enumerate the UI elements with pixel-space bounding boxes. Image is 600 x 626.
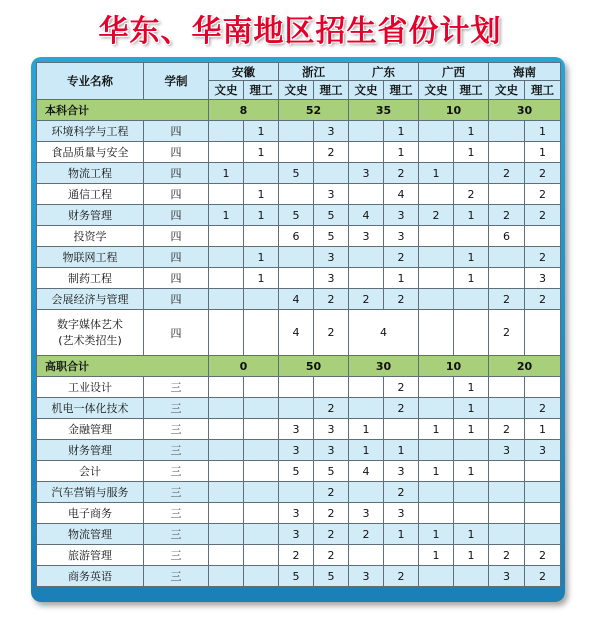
quota-cell: 6 xyxy=(489,226,525,247)
quota-cell: 3 xyxy=(384,461,419,482)
quota-cell xyxy=(525,377,561,398)
quota-cell xyxy=(525,503,561,524)
quota-cell xyxy=(244,503,279,524)
quota-cell xyxy=(454,289,489,310)
quota-cell: 3 xyxy=(279,524,314,545)
quota-cell: 2 xyxy=(489,545,525,566)
quota-cell xyxy=(244,377,279,398)
quota-cell xyxy=(489,377,525,398)
quota-cell: 3 xyxy=(525,440,561,461)
quota-cell: 1 xyxy=(525,142,561,163)
quota-cell xyxy=(489,142,525,163)
quota-cell: 3 xyxy=(314,184,349,205)
duration-cell: 三 xyxy=(144,398,209,419)
quota-cell xyxy=(244,398,279,419)
quota-cell: 3 xyxy=(525,268,561,289)
quota-cell xyxy=(279,398,314,419)
quota-cell xyxy=(489,247,525,268)
quota-cell: 5 xyxy=(314,226,349,247)
quota-cell: 1 xyxy=(454,205,489,226)
quota-cell xyxy=(454,503,489,524)
quota-cell xyxy=(419,247,454,268)
header-li: 理工 xyxy=(525,81,561,100)
quota-cell: 1 xyxy=(384,440,419,461)
quota-cell xyxy=(209,503,244,524)
table-row xyxy=(37,377,561,398)
quota-cell: 2 xyxy=(489,289,525,310)
quota-cell xyxy=(349,121,384,142)
quota-cell xyxy=(279,121,314,142)
major-name: 会计 xyxy=(37,461,144,482)
quota-cell xyxy=(349,184,384,205)
quota-cell: 1 xyxy=(384,121,419,142)
quota-cell: 3 xyxy=(384,226,419,247)
quota-cell: 2 xyxy=(314,503,349,524)
quota-cell: 3 xyxy=(314,440,349,461)
summary-row xyxy=(37,100,561,121)
quota-cell: 1 xyxy=(384,142,419,163)
quota-cell xyxy=(454,440,489,461)
duration-cell: 四 xyxy=(144,205,209,226)
header-row-provinces xyxy=(37,63,561,81)
quota-cell: 1 xyxy=(454,419,489,440)
quota-cell: 5 xyxy=(314,205,349,226)
quota-cell: 3 xyxy=(489,440,525,461)
summary-row xyxy=(37,356,561,377)
quota-cell: 2 xyxy=(384,398,419,419)
major-name: 食品质量与安全 xyxy=(37,142,144,163)
table-row xyxy=(37,121,561,142)
duration-cell: 三 xyxy=(144,482,209,503)
duration-cell: 三 xyxy=(144,440,209,461)
major-name: 环境科学与工程 xyxy=(37,121,144,142)
quota-cell: 3 xyxy=(489,566,525,587)
quota-cell xyxy=(419,398,454,419)
quota-cell: 3 xyxy=(349,566,384,587)
quota-cell: 2 xyxy=(349,524,384,545)
quota-cell xyxy=(489,268,525,289)
major-name-note: (艺术类招生) xyxy=(58,333,122,347)
quota-cell: 3 xyxy=(279,419,314,440)
quota-cell: 5 xyxy=(279,461,314,482)
quota-cell: 5 xyxy=(279,566,314,587)
quota-cell xyxy=(244,440,279,461)
quota-cell xyxy=(209,310,244,356)
quota-cell xyxy=(384,545,419,566)
table-row xyxy=(37,247,561,268)
duration-cell: 三 xyxy=(144,461,209,482)
major-name: 投资学 xyxy=(37,226,144,247)
quota-cell: 3 xyxy=(314,419,349,440)
duration-cell: 四 xyxy=(144,163,209,184)
quota-cell xyxy=(279,377,314,398)
table-row xyxy=(37,184,561,205)
table-row xyxy=(37,503,561,524)
duration-cell: 四 xyxy=(144,226,209,247)
header-li: 理工 xyxy=(314,81,349,100)
quota-cell xyxy=(279,268,314,289)
quota-cell: 1 xyxy=(454,398,489,419)
quota-cell xyxy=(349,398,384,419)
quota-cell xyxy=(279,247,314,268)
quota-cell xyxy=(209,247,244,268)
summary-label: 本科合计 xyxy=(37,100,209,121)
quota-cell xyxy=(525,226,561,247)
header-province: 安徽 xyxy=(209,63,279,81)
quota-cell: 1 xyxy=(419,545,454,566)
quota-cell xyxy=(209,482,244,503)
duration-cell: 四 xyxy=(144,268,209,289)
quota-cell: 2 xyxy=(525,205,561,226)
quota-cell xyxy=(454,482,489,503)
quota-cell: 2 xyxy=(314,310,349,356)
quota-cell: 5 xyxy=(279,205,314,226)
quota-cell: 1 xyxy=(419,524,454,545)
quota-cell xyxy=(244,163,279,184)
quota-cell xyxy=(314,163,349,184)
quota-cell xyxy=(279,184,314,205)
quota-cell: 3 xyxy=(314,121,349,142)
major-name: 财务管理 xyxy=(37,440,144,461)
quota-cell: 1 xyxy=(454,121,489,142)
quota-cell: 1 xyxy=(384,524,419,545)
quota-cell: 1 xyxy=(454,377,489,398)
summary-value: 10 xyxy=(419,100,489,121)
quota-cell: 1 xyxy=(419,461,454,482)
quota-cell xyxy=(209,419,244,440)
summary-value: 50 xyxy=(279,356,349,377)
quota-cell: 1 xyxy=(209,163,244,184)
quota-cell: 4 xyxy=(349,310,419,356)
duration-cell: 三 xyxy=(144,545,209,566)
quota-cell xyxy=(419,121,454,142)
quota-cell: 2 xyxy=(384,566,419,587)
quota-cell: 3 xyxy=(349,503,384,524)
quota-cell xyxy=(209,142,244,163)
duration-cell: 四 xyxy=(144,142,209,163)
quota-cell xyxy=(419,184,454,205)
quota-cell xyxy=(244,310,279,356)
table-row xyxy=(37,205,561,226)
quota-cell xyxy=(209,226,244,247)
duration-cell: 三 xyxy=(144,566,209,587)
quota-cell: 1 xyxy=(244,142,279,163)
quota-cell xyxy=(209,184,244,205)
quota-cell xyxy=(209,461,244,482)
quota-cell: 2 xyxy=(384,289,419,310)
header-li: 理工 xyxy=(384,81,419,100)
quota-cell xyxy=(244,461,279,482)
table-row xyxy=(37,310,561,356)
quota-cell xyxy=(525,310,561,356)
quota-cell: 2 xyxy=(489,419,525,440)
quota-cell: 1 xyxy=(419,163,454,184)
header-province: 广西 xyxy=(419,63,489,81)
quota-cell xyxy=(525,482,561,503)
table-row xyxy=(37,461,561,482)
header-province: 广东 xyxy=(349,63,419,81)
quota-cell xyxy=(454,226,489,247)
summary-value: 30 xyxy=(349,356,419,377)
duration-cell: 四 xyxy=(144,184,209,205)
quota-cell: 1 xyxy=(525,121,561,142)
quota-cell: 2 xyxy=(384,377,419,398)
quota-cell xyxy=(489,184,525,205)
quota-cell: 1 xyxy=(349,419,384,440)
quota-cell xyxy=(349,377,384,398)
header-wen: 文史 xyxy=(419,81,454,100)
header-wen: 文史 xyxy=(279,81,314,100)
quota-cell: 1 xyxy=(454,461,489,482)
quota-cell: 5 xyxy=(314,461,349,482)
quota-cell xyxy=(209,121,244,142)
quota-cell xyxy=(349,482,384,503)
quota-cell: 2 xyxy=(384,482,419,503)
quota-cell xyxy=(349,142,384,163)
header-wen: 文史 xyxy=(209,81,244,100)
table-row xyxy=(37,419,561,440)
quota-cell: 4 xyxy=(384,184,419,205)
duration-cell: 三 xyxy=(144,524,209,545)
header-province: 浙江 xyxy=(279,63,349,81)
quota-cell xyxy=(454,310,489,356)
quota-cell: 3 xyxy=(384,205,419,226)
quota-cell: 2 xyxy=(314,482,349,503)
summary-label: 高职合计 xyxy=(37,356,209,377)
quota-cell: 2 xyxy=(489,310,525,356)
quota-cell: 2 xyxy=(525,398,561,419)
quota-cell: 2 xyxy=(489,205,525,226)
duration-cell: 四 xyxy=(144,310,209,356)
quota-cell xyxy=(419,503,454,524)
quota-cell: 1 xyxy=(454,142,489,163)
major-name: 电子商务 xyxy=(37,503,144,524)
quota-cell xyxy=(349,247,384,268)
duration-cell: 四 xyxy=(144,247,209,268)
major-name-line: 数字媒体艺术 xyxy=(57,317,123,331)
quota-cell: 2 xyxy=(525,184,561,205)
major-name: 会展经济与管理 xyxy=(37,289,144,310)
summary-value: 30 xyxy=(489,100,561,121)
quota-cell xyxy=(419,482,454,503)
quota-cell xyxy=(419,310,454,356)
quota-cell: 2 xyxy=(314,545,349,566)
summary-value: 35 xyxy=(349,100,419,121)
header-li: 理工 xyxy=(244,81,279,100)
summary-value: 0 xyxy=(209,356,279,377)
quota-cell xyxy=(314,377,349,398)
quota-cell: 1 xyxy=(454,545,489,566)
header-major: 专业名称 xyxy=(37,63,144,100)
quota-cell xyxy=(349,268,384,289)
quota-cell: 2 xyxy=(384,247,419,268)
quota-cell: 4 xyxy=(279,289,314,310)
quota-cell xyxy=(525,461,561,482)
quota-cell xyxy=(209,398,244,419)
quota-cell: 1 xyxy=(349,440,384,461)
quota-cell: 5 xyxy=(314,566,349,587)
quota-cell xyxy=(489,524,525,545)
quota-cell: 6 xyxy=(279,226,314,247)
quota-cell: 2 xyxy=(349,289,384,310)
quota-cell: 4 xyxy=(349,205,384,226)
quota-cell: 1 xyxy=(384,268,419,289)
quota-cell xyxy=(489,461,525,482)
table-row xyxy=(37,268,561,289)
table-row xyxy=(37,566,561,587)
quota-cell xyxy=(419,566,454,587)
major-name: 财务管理 xyxy=(37,205,144,226)
quota-cell: 2 xyxy=(525,247,561,268)
quota-cell: 1 xyxy=(419,419,454,440)
major-name: 物联网工程 xyxy=(37,247,144,268)
major-name: 制药工程 xyxy=(37,268,144,289)
quota-cell: 3 xyxy=(349,226,384,247)
major-name: 通信工程 xyxy=(37,184,144,205)
quota-cell xyxy=(525,524,561,545)
quota-cell xyxy=(209,268,244,289)
header-wen: 文史 xyxy=(489,81,525,100)
quota-cell: 2 xyxy=(419,205,454,226)
major-name: 旅游管理 xyxy=(37,545,144,566)
quota-cell xyxy=(489,121,525,142)
quota-cell: 4 xyxy=(279,310,314,356)
quota-cell: 1 xyxy=(244,184,279,205)
quota-cell xyxy=(419,289,454,310)
quota-cell xyxy=(209,377,244,398)
summary-value: 20 xyxy=(489,356,561,377)
quota-cell: 1 xyxy=(209,205,244,226)
table-row xyxy=(37,545,561,566)
header-li: 理工 xyxy=(454,81,489,100)
quota-cell: 3 xyxy=(384,503,419,524)
table-row xyxy=(37,524,561,545)
table-row xyxy=(37,440,561,461)
duration-cell: 四 xyxy=(144,121,209,142)
summary-value: 8 xyxy=(209,100,279,121)
major-name: 机电一体化技术 xyxy=(37,398,144,419)
quota-cell xyxy=(244,419,279,440)
page-title: 华东、华南地区招生省份计划 xyxy=(98,14,502,49)
quota-cell xyxy=(209,289,244,310)
table-row xyxy=(37,482,561,503)
quota-cell xyxy=(489,482,525,503)
enrollment-table xyxy=(36,62,561,587)
quota-cell: 2 xyxy=(314,289,349,310)
quota-cell xyxy=(349,545,384,566)
major-name: 商务英语 xyxy=(37,566,144,587)
table-row xyxy=(37,142,561,163)
duration-cell: 四 xyxy=(144,289,209,310)
duration-cell: 三 xyxy=(144,419,209,440)
quota-cell xyxy=(244,566,279,587)
quota-cell: 3 xyxy=(279,440,314,461)
quota-cell xyxy=(279,142,314,163)
quota-cell xyxy=(244,545,279,566)
major-name: 工业设计 xyxy=(37,377,144,398)
quota-cell xyxy=(209,524,244,545)
quota-cell: 4 xyxy=(349,461,384,482)
quota-cell xyxy=(209,545,244,566)
header-province: 海南 xyxy=(489,63,561,81)
quota-cell: 2 xyxy=(314,142,349,163)
major-name: 金融管理 xyxy=(37,419,144,440)
quota-cell xyxy=(419,268,454,289)
quota-cell xyxy=(489,398,525,419)
quota-cell: 2 xyxy=(384,163,419,184)
summary-value: 52 xyxy=(279,100,349,121)
quota-cell xyxy=(209,440,244,461)
quota-cell: 1 xyxy=(525,419,561,440)
table-row xyxy=(37,163,561,184)
quota-cell: 5 xyxy=(279,163,314,184)
quota-cell: 2 xyxy=(279,545,314,566)
table-row xyxy=(37,289,561,310)
quota-cell xyxy=(454,163,489,184)
major-name: 汽车营销与服务 xyxy=(37,482,144,503)
quota-cell: 1 xyxy=(454,268,489,289)
quota-cell: 3 xyxy=(349,163,384,184)
quota-cell: 3 xyxy=(314,268,349,289)
header-duration: 学制 xyxy=(144,63,209,100)
quota-cell: 1 xyxy=(244,205,279,226)
quota-cell: 2 xyxy=(454,184,489,205)
quota-cell xyxy=(209,566,244,587)
quota-cell: 1 xyxy=(244,247,279,268)
quota-cell xyxy=(244,289,279,310)
quota-cell: 2 xyxy=(525,566,561,587)
major-name xyxy=(37,310,144,356)
quota-cell xyxy=(244,524,279,545)
table-row xyxy=(37,398,561,419)
major-name: 物流工程 xyxy=(37,163,144,184)
major-name: 物流管理 xyxy=(37,524,144,545)
quota-cell xyxy=(279,482,314,503)
quota-cell: 1 xyxy=(244,268,279,289)
table-row xyxy=(37,226,561,247)
quota-cell xyxy=(384,419,419,440)
quota-cell: 2 xyxy=(525,289,561,310)
quota-cell xyxy=(454,566,489,587)
summary-value: 10 xyxy=(419,356,489,377)
quota-cell: 2 xyxy=(525,163,561,184)
quota-cell: 3 xyxy=(314,247,349,268)
quota-cell: 1 xyxy=(244,121,279,142)
quota-cell: 2 xyxy=(314,398,349,419)
quota-cell: 2 xyxy=(489,163,525,184)
quota-cell: 3 xyxy=(279,503,314,524)
quota-cell xyxy=(419,377,454,398)
quota-cell: 2 xyxy=(525,545,561,566)
quota-cell: 1 xyxy=(454,247,489,268)
duration-cell: 三 xyxy=(144,503,209,524)
quota-cell xyxy=(419,440,454,461)
header-wen: 文史 xyxy=(349,81,384,100)
quota-cell: 1 xyxy=(454,524,489,545)
quota-cell xyxy=(419,142,454,163)
quota-cell: 2 xyxy=(314,524,349,545)
quota-cell xyxy=(489,503,525,524)
duration-cell: 三 xyxy=(144,377,209,398)
quota-cell xyxy=(419,226,454,247)
quota-cell xyxy=(244,482,279,503)
quota-cell xyxy=(244,226,279,247)
